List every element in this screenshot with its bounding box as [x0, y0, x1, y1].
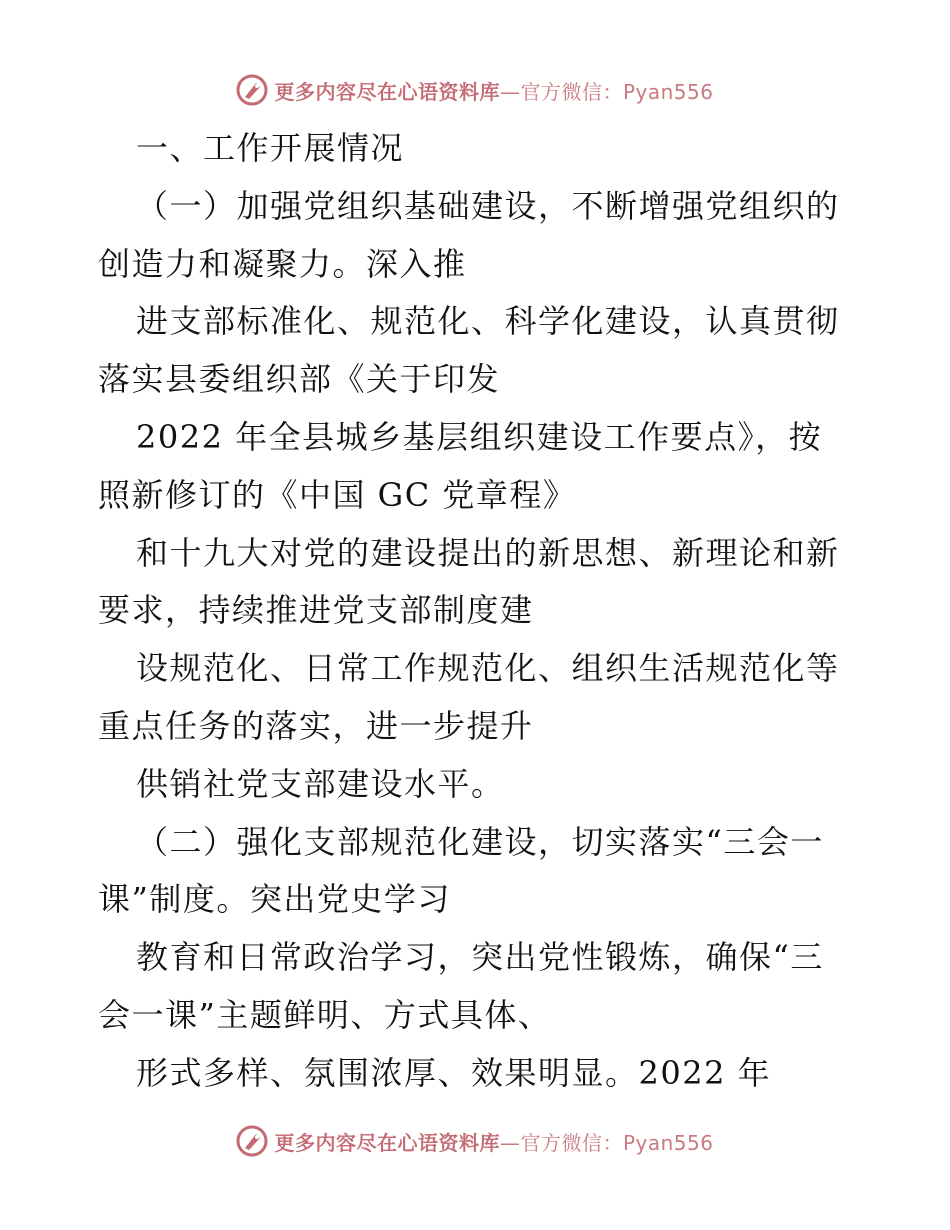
- paragraph-line: 进支部标准化、规范化、科学化建设，认真贯彻: [136, 302, 840, 341]
- watermark-separator: —: [499, 1130, 521, 1155]
- paragraph-line: 落实县委组织部《关于印发: [98, 360, 501, 399]
- paragraph-line: 2022 年全县城乡基层组织建设工作要点》，按: [136, 417, 823, 456]
- section-heading: 一、工作开展情况: [136, 129, 405, 167]
- pen-nib-logo-icon: [236, 1125, 268, 1157]
- watermark-account: 官方微信：Pyan556: [520, 1130, 714, 1155]
- paragraph-line: 和十九大对党的建设提出的新思想、新理论和新: [136, 533, 840, 572]
- paragraph-line: （二）强化支部规范化建设，切实落实“三会一: [136, 822, 824, 861]
- paragraph-line: （一）加强党组织基础建设，不断增强党组织的: [136, 186, 840, 225]
- document-body: [98, 120, 858, 1103]
- watermark-text: [274, 76, 713, 105]
- paragraph-line: 照新修订的《中国 GC 党章程》: [98, 475, 577, 514]
- watermark-brand: 更多内容尽在心语资料库: [274, 79, 500, 104]
- watermark-account: 官方微信：Pyan556: [520, 79, 714, 104]
- paragraph-line: 设规范化、日常工作规范化、组织生活规范化等: [136, 649, 840, 688]
- paragraph-line: 重点任务的落实，进一步提升: [98, 706, 534, 745]
- pen-nib-logo-icon: [236, 74, 268, 106]
- paragraph-line: 教育和日常政治学习，突出党性锻炼，确保“三: [136, 938, 824, 977]
- paragraph-line: 形式多样、氛围浓厚、效果明显。2022 年: [136, 1053, 772, 1092]
- paragraph-line: 会一课”主题鲜明、方式具体、: [98, 995, 552, 1034]
- header-watermark: [0, 70, 950, 110]
- paragraph-line: 课”制度。突出党史学习: [98, 880, 451, 919]
- watermark-brand: 更多内容尽在心语资料库: [274, 1130, 500, 1155]
- watermark-separator: —: [499, 79, 521, 104]
- watermark-text: [274, 1127, 713, 1156]
- paragraph-line: 供销社党支部建设水平。: [136, 764, 505, 803]
- paragraph-line: 要求，持续推进党支部制度建: [98, 591, 534, 630]
- paragraph-line: 创造力和凝聚力。深入推: [98, 244, 467, 283]
- footer-watermark: [0, 1121, 950, 1161]
